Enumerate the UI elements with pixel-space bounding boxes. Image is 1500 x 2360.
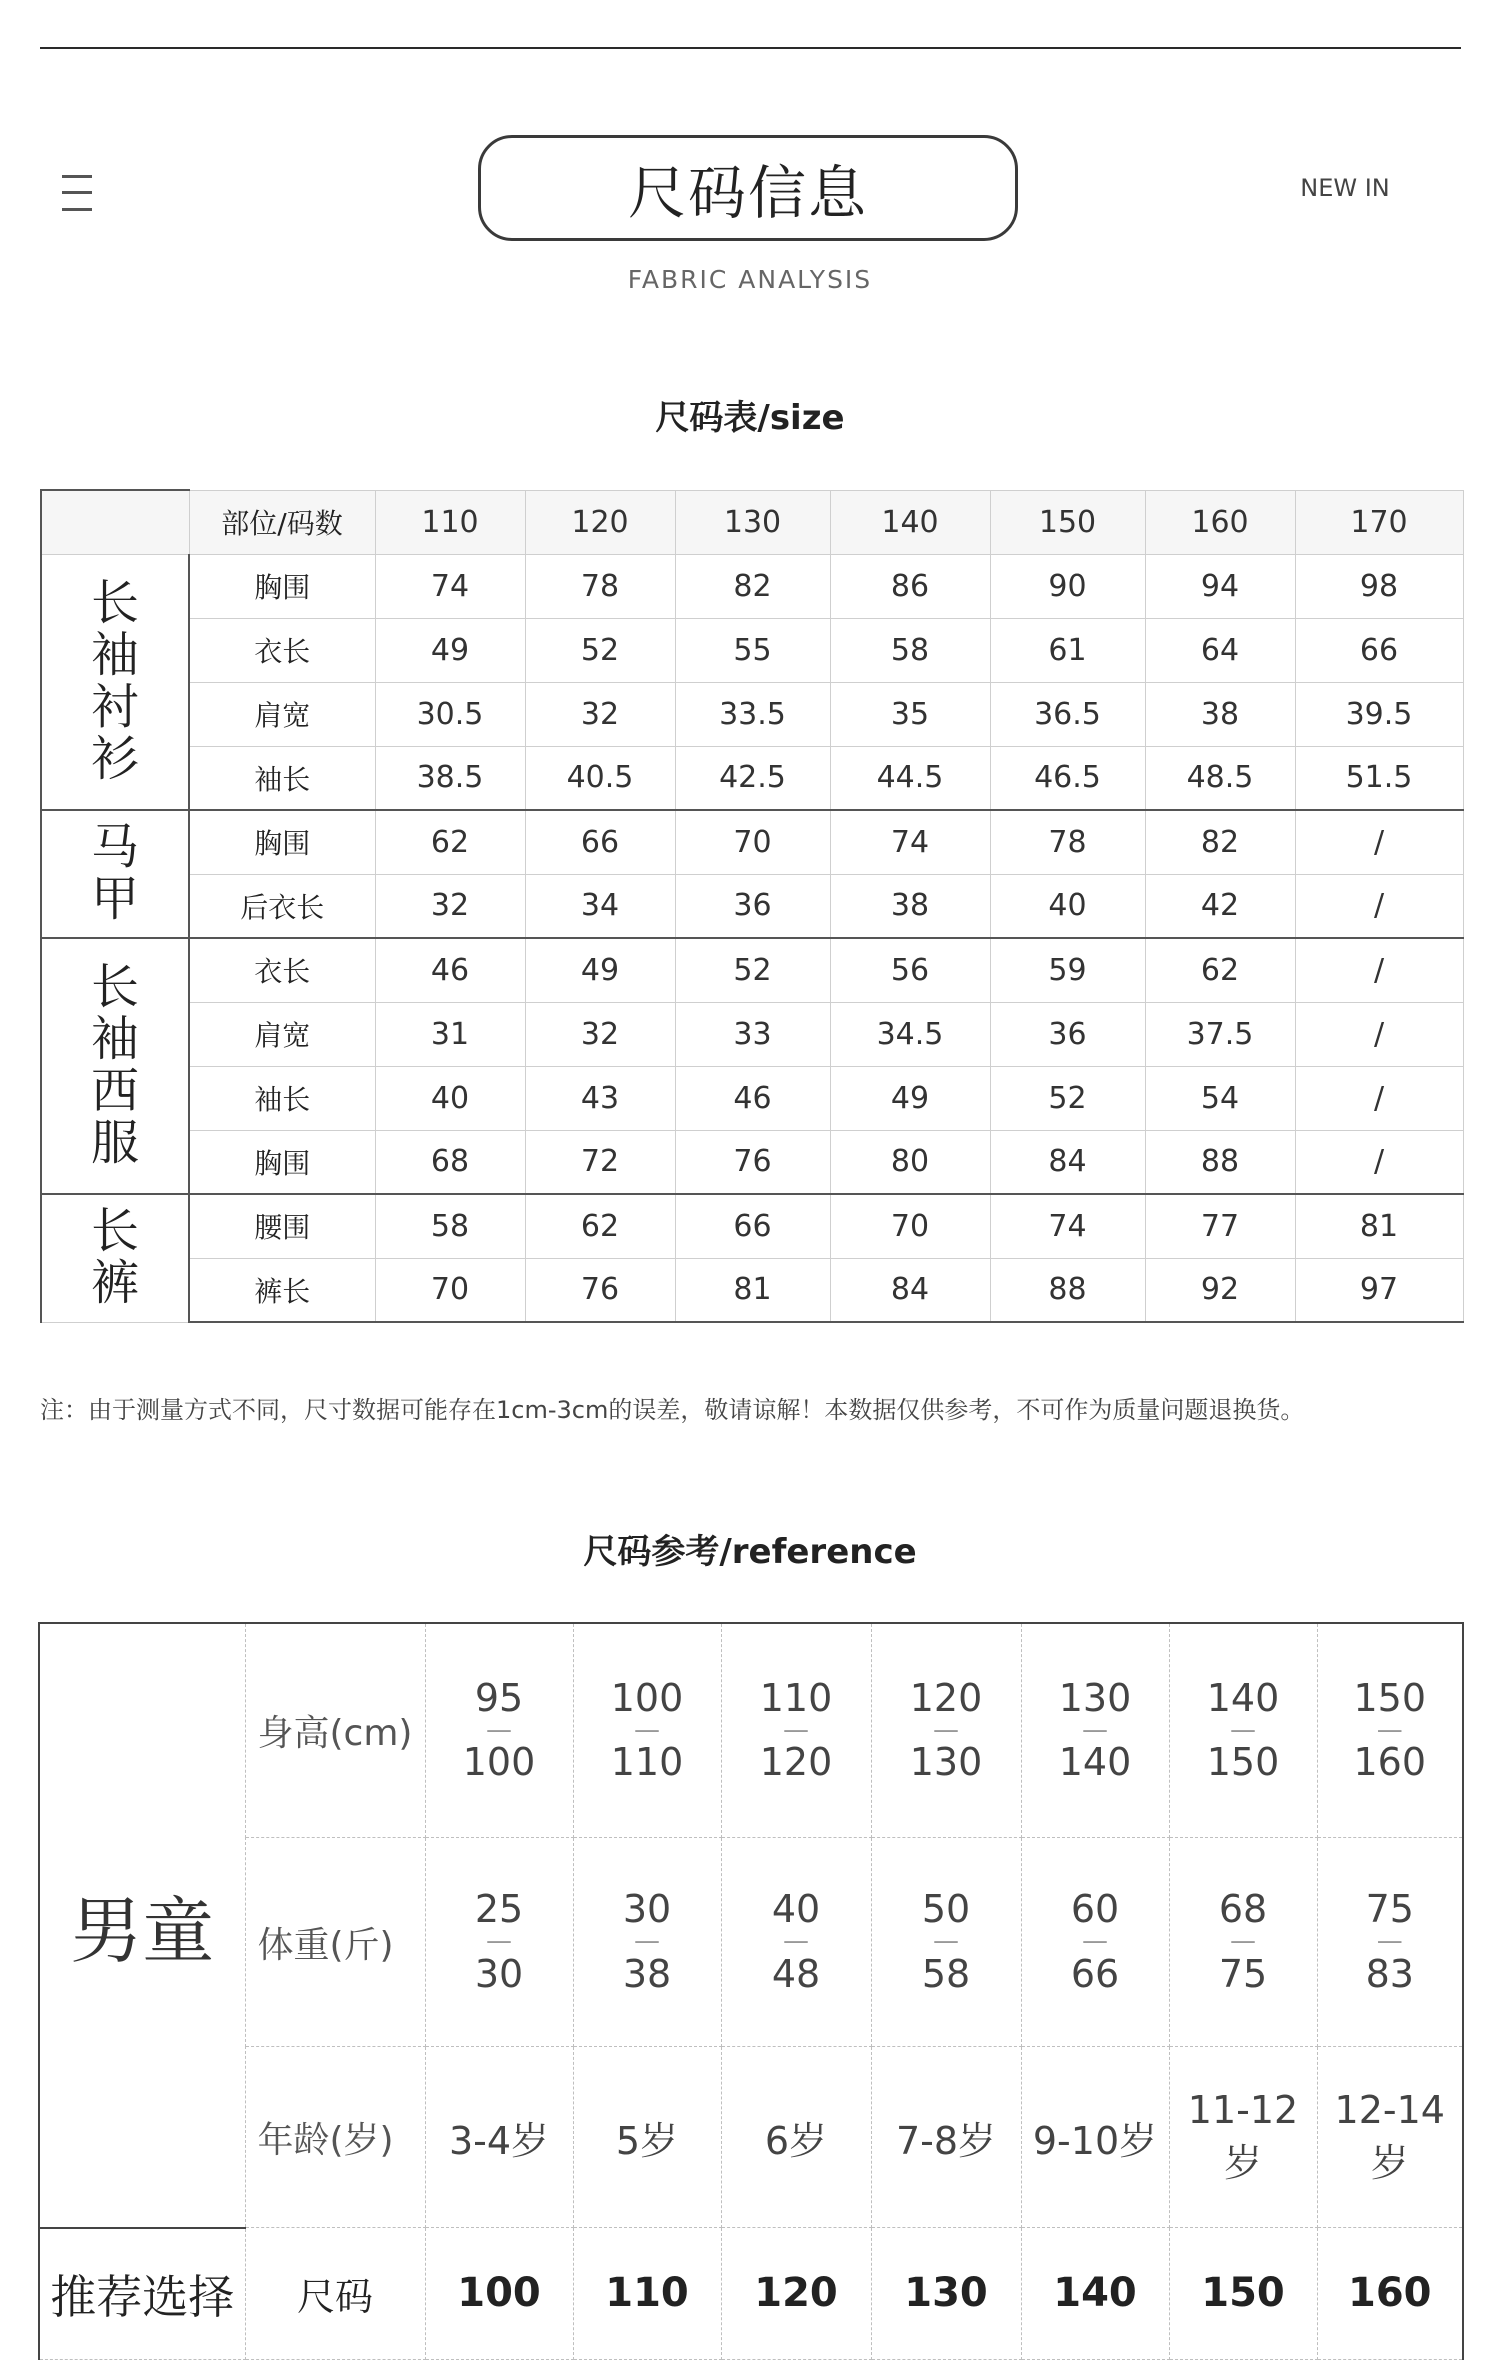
size-value: 40 <box>375 1066 525 1130</box>
size-value: 49 <box>525 938 675 1002</box>
size-value: 66 <box>525 810 675 874</box>
size-value: 70 <box>675 810 830 874</box>
category-label <box>41 554 189 810</box>
range-cell <box>1021 1838 1169 2047</box>
size-value: 49 <box>830 1066 990 1130</box>
size-value: 48.5 <box>1145 746 1295 810</box>
size-header: 160 <box>1145 490 1295 554</box>
range-max: 66 <box>1070 1951 1120 1996</box>
size-value: 84 <box>990 1130 1145 1194</box>
range-dash: — <box>933 1714 959 1745</box>
size-header: 170 <box>1295 490 1463 554</box>
size-row <box>41 1002 1463 1066</box>
size-row <box>41 682 1463 746</box>
part-label: 胸围 <box>189 810 375 874</box>
size-value: 82 <box>675 554 830 618</box>
size-value: 84 <box>830 1258 990 1322</box>
recommend-size: 130 <box>871 2228 1021 2360</box>
range-cell <box>1169 1838 1317 2047</box>
size-value: 94 <box>1145 554 1295 618</box>
range-value <box>1318 1889 1463 1994</box>
part-label: 肩宽 <box>189 682 375 746</box>
size-value: 42 <box>1145 874 1295 938</box>
range-max: 120 <box>759 1740 833 1785</box>
size-value: 43 <box>525 1066 675 1130</box>
size-value: 62 <box>375 810 525 874</box>
range-min: 60 <box>1070 1887 1120 1932</box>
part-label: 肩宽 <box>189 1002 375 1066</box>
size-row <box>41 810 1463 874</box>
group-label: 男童 <box>39 1623 245 2228</box>
range-dash: — <box>1376 1926 1403 1957</box>
size-value: / <box>1295 1130 1463 1194</box>
age-value: 5岁 <box>573 2047 721 2228</box>
size-value: 88 <box>990 1258 1145 1322</box>
range-dash: — <box>486 1926 512 1957</box>
size-value: 92 <box>1145 1258 1295 1322</box>
size-value: 66 <box>1295 618 1463 682</box>
recommend-size-label: 尺码 <box>245 2228 425 2360</box>
category-text: 长裤 <box>90 1203 139 1312</box>
part-label: 衣长 <box>189 618 375 682</box>
size-value: 76 <box>525 1258 675 1322</box>
age-value: 9-10岁 <box>1021 2047 1169 2228</box>
range-cell <box>721 1623 871 1838</box>
size-value: 39.5 <box>1295 682 1463 746</box>
size-value: 74 <box>830 810 990 874</box>
size-header: 110 <box>375 490 525 554</box>
size-row <box>41 1258 1463 1322</box>
range-dash: — <box>634 1714 660 1745</box>
size-row <box>41 938 1463 1002</box>
size-value: 81 <box>675 1258 830 1322</box>
size-value: / <box>1295 810 1463 874</box>
size-value: 80 <box>830 1130 990 1194</box>
range-value <box>426 1889 573 1994</box>
size-value: 59 <box>990 938 1145 1002</box>
size-value: 70 <box>375 1258 525 1322</box>
range-min: 95 <box>474 1675 524 1720</box>
weight-row <box>39 1838 1463 2047</box>
size-value: 34 <box>525 874 675 938</box>
range-value <box>1022 1889 1169 1994</box>
range-min: 25 <box>474 1887 524 1932</box>
size-value: 58 <box>375 1194 525 1258</box>
part-label: 袖长 <box>189 1066 375 1130</box>
size-value: 34.5 <box>830 1002 990 1066</box>
size-value: 31 <box>375 1002 525 1066</box>
range-cell <box>721 1838 871 2047</box>
size-value: 36 <box>990 1002 1145 1066</box>
range-min: 120 <box>909 1675 983 1720</box>
size-value: 70 <box>830 1194 990 1258</box>
range-value <box>1170 1889 1317 1994</box>
range-cell <box>1021 1623 1169 1838</box>
size-row <box>41 554 1463 618</box>
size-value: 32 <box>375 874 525 938</box>
size-value: 66 <box>675 1194 830 1258</box>
size-row <box>41 618 1463 682</box>
size-value: 32 <box>525 1002 675 1066</box>
range-dash: — <box>1082 1926 1108 1957</box>
size-value: 33.5 <box>675 682 830 746</box>
size-value: 40.5 <box>525 746 675 810</box>
age-value: 12-14岁 <box>1317 2047 1463 2228</box>
category-label <box>41 938 189 1194</box>
size-value: 64 <box>1145 618 1295 682</box>
header-part-label: 部位/码数 <box>189 490 375 554</box>
size-table-title: 尺码表/size <box>655 398 845 438</box>
age-value: 6岁 <box>721 2047 871 2228</box>
size-value: 49 <box>375 618 525 682</box>
range-dash: — <box>1082 1714 1108 1745</box>
size-header: 140 <box>830 490 990 554</box>
height-label: 身高(cm) <box>245 1623 425 1838</box>
size-value: 98 <box>1295 554 1463 618</box>
size-header: 120 <box>525 490 675 554</box>
size-value: / <box>1295 1002 1463 1066</box>
range-cell <box>871 1623 1021 1838</box>
size-value: 77 <box>1145 1194 1295 1258</box>
range-cell <box>871 1838 1021 2047</box>
size-value: 54 <box>1145 1066 1295 1130</box>
size-value: 30.5 <box>375 682 525 746</box>
range-value <box>872 1675 1021 1785</box>
range-min: 68 <box>1218 1887 1268 1932</box>
size-value: 55 <box>675 618 830 682</box>
recommend-size: 160 <box>1317 2228 1463 2360</box>
size-row <box>41 1066 1463 1130</box>
size-value: 86 <box>830 554 990 618</box>
size-value: 74 <box>990 1194 1145 1258</box>
range-min: 110 <box>759 1675 833 1720</box>
range-cell <box>425 1623 573 1838</box>
recommend-row <box>39 2228 1463 2360</box>
size-value: 38 <box>830 874 990 938</box>
range-max: 83 <box>1365 1951 1414 1996</box>
size-value: 88 <box>1145 1130 1295 1194</box>
part-label: 衣长 <box>189 938 375 1002</box>
page-subtitle: FABRIC ANALYSIS <box>627 265 873 294</box>
size-value: / <box>1295 938 1463 1002</box>
category-text: 长袖衬衫 <box>90 575 139 787</box>
range-value <box>722 1675 871 1785</box>
size-value: 81 <box>1295 1194 1463 1258</box>
recommend-size: 140 <box>1021 2228 1169 2360</box>
size-value: 52 <box>675 938 830 1002</box>
range-max: 160 <box>1353 1740 1427 1785</box>
range-max: 38 <box>622 1951 672 1996</box>
weight-label: 体重(斤) <box>245 1838 425 2047</box>
range-max: 30 <box>474 1951 524 1996</box>
size-value: 33 <box>675 1002 830 1066</box>
range-cell <box>573 1838 721 2047</box>
range-min: 150 <box>1353 1675 1427 1720</box>
range-max: 48 <box>771 1951 821 1996</box>
size-value: 32 <box>525 682 675 746</box>
range-dash: — <box>1376 1714 1403 1745</box>
age-value: 7-8岁 <box>871 2047 1021 2228</box>
size-value: 52 <box>525 618 675 682</box>
range-max: 130 <box>909 1740 983 1785</box>
size-value: 61 <box>990 618 1145 682</box>
range-value <box>574 1889 721 1994</box>
recommend-size: 120 <box>721 2228 871 2360</box>
size-value: 42.5 <box>675 746 830 810</box>
size-value: 82 <box>1145 810 1295 874</box>
size-note: 注：由于测量方式不同，尺寸数据可能存在1cm-3cm的误差，敬请谅解！本数据仅供参考，不可作为质量问题退换货。 <box>40 1396 1305 1424</box>
range-max: 110 <box>610 1740 684 1785</box>
range-cell <box>573 1623 721 1838</box>
recommend-size: 100 <box>425 2228 573 2360</box>
size-value: 58 <box>830 618 990 682</box>
size-value: 46.5 <box>990 746 1145 810</box>
top-divider <box>40 47 1461 49</box>
size-value: 90 <box>990 554 1145 618</box>
range-min: 100 <box>610 1675 684 1720</box>
part-label: 胸围 <box>189 554 375 618</box>
range-max: 140 <box>1058 1740 1132 1785</box>
size-row <box>41 874 1463 938</box>
size-value: 38 <box>1145 682 1295 746</box>
range-cell <box>1317 1623 1463 1838</box>
range-min: 40 <box>771 1887 821 1932</box>
range-dash: — <box>634 1926 660 1957</box>
size-value: 72 <box>525 1130 675 1194</box>
part-label: 腰围 <box>189 1194 375 1258</box>
size-value: 38.5 <box>375 746 525 810</box>
size-header: 150 <box>990 490 1145 554</box>
range-dash: — <box>783 1926 809 1957</box>
category-text: 马甲 <box>90 819 139 927</box>
size-value: 97 <box>1295 1258 1463 1322</box>
range-min: 50 <box>921 1887 971 1932</box>
part-label: 胸围 <box>189 1130 375 1194</box>
range-dash: — <box>783 1714 809 1745</box>
range-max: 150 <box>1206 1740 1280 1785</box>
height-row <box>39 1623 1463 1838</box>
range-min: 130 <box>1058 1675 1132 1720</box>
recommend-size: 110 <box>573 2228 721 2360</box>
part-label: 袖长 <box>189 746 375 810</box>
range-value <box>872 1889 1021 1994</box>
range-cell <box>1317 1838 1463 2047</box>
size-value: 78 <box>525 554 675 618</box>
size-value: 44.5 <box>830 746 990 810</box>
range-value <box>1022 1675 1169 1785</box>
recommend-label: 推荐选择 <box>39 2228 245 2360</box>
range-value <box>722 1889 871 1994</box>
size-value: / <box>1295 874 1463 938</box>
range-max: 100 <box>462 1740 536 1785</box>
size-row <box>41 1194 1463 1258</box>
range-dash: — <box>1230 1714 1256 1745</box>
size-row <box>41 746 1463 810</box>
age-value: 11-12岁 <box>1169 2047 1317 2228</box>
category-label <box>41 1194 189 1322</box>
part-label: 裤长 <box>189 1258 375 1322</box>
category-label <box>41 810 189 938</box>
size-value: 62 <box>1145 938 1295 1002</box>
size-table <box>40 489 1464 1323</box>
category-text: 长袖西服 <box>90 959 139 1171</box>
size-value: 51.5 <box>1295 746 1463 810</box>
size-value: 52 <box>990 1066 1145 1130</box>
range-value <box>574 1675 721 1785</box>
size-value: 74 <box>375 554 525 618</box>
age-value: 3-4岁 <box>425 2047 573 2228</box>
range-value <box>1170 1675 1317 1785</box>
reference-table-title: 尺码参考/reference <box>583 1532 917 1572</box>
age-row <box>39 2047 1463 2228</box>
corner-cell <box>41 490 189 554</box>
size-value: 68 <box>375 1130 525 1194</box>
new-in-label: NEW IN <box>1300 174 1390 202</box>
range-value <box>1318 1675 1463 1785</box>
recommend-size: 150 <box>1169 2228 1317 2360</box>
size-value: 56 <box>830 938 990 1002</box>
page-title: 尺码信息 <box>478 135 1018 241</box>
size-header-row <box>41 490 1463 554</box>
range-dash: — <box>486 1714 512 1745</box>
part-label: 后衣长 <box>189 874 375 938</box>
range-min: 140 <box>1206 1675 1280 1720</box>
reference-table <box>38 1622 1464 2360</box>
size-value: 37.5 <box>1145 1002 1295 1066</box>
size-value: 78 <box>990 810 1145 874</box>
range-dash: — <box>1230 1926 1256 1957</box>
size-value: 46 <box>375 938 525 1002</box>
size-value: 35 <box>830 682 990 746</box>
range-cell <box>1169 1623 1317 1838</box>
range-max: 75 <box>1218 1951 1268 1996</box>
size-row <box>41 1130 1463 1194</box>
range-dash: — <box>933 1926 959 1957</box>
size-value: / <box>1295 1066 1463 1130</box>
range-cell <box>425 1838 573 2047</box>
size-header: 130 <box>675 490 830 554</box>
range-min: 75 <box>1365 1887 1414 1932</box>
range-min: 30 <box>622 1887 672 1932</box>
menu-icon[interactable] <box>62 175 92 211</box>
size-value: 40 <box>990 874 1145 938</box>
size-value: 46 <box>675 1066 830 1130</box>
size-value: 76 <box>675 1130 830 1194</box>
size-value: 36 <box>675 874 830 938</box>
range-value <box>426 1675 573 1785</box>
age-label: 年龄(岁) <box>245 2047 425 2228</box>
range-max: 58 <box>921 1951 971 1996</box>
size-value: 36.5 <box>990 682 1145 746</box>
size-value: 62 <box>525 1194 675 1258</box>
